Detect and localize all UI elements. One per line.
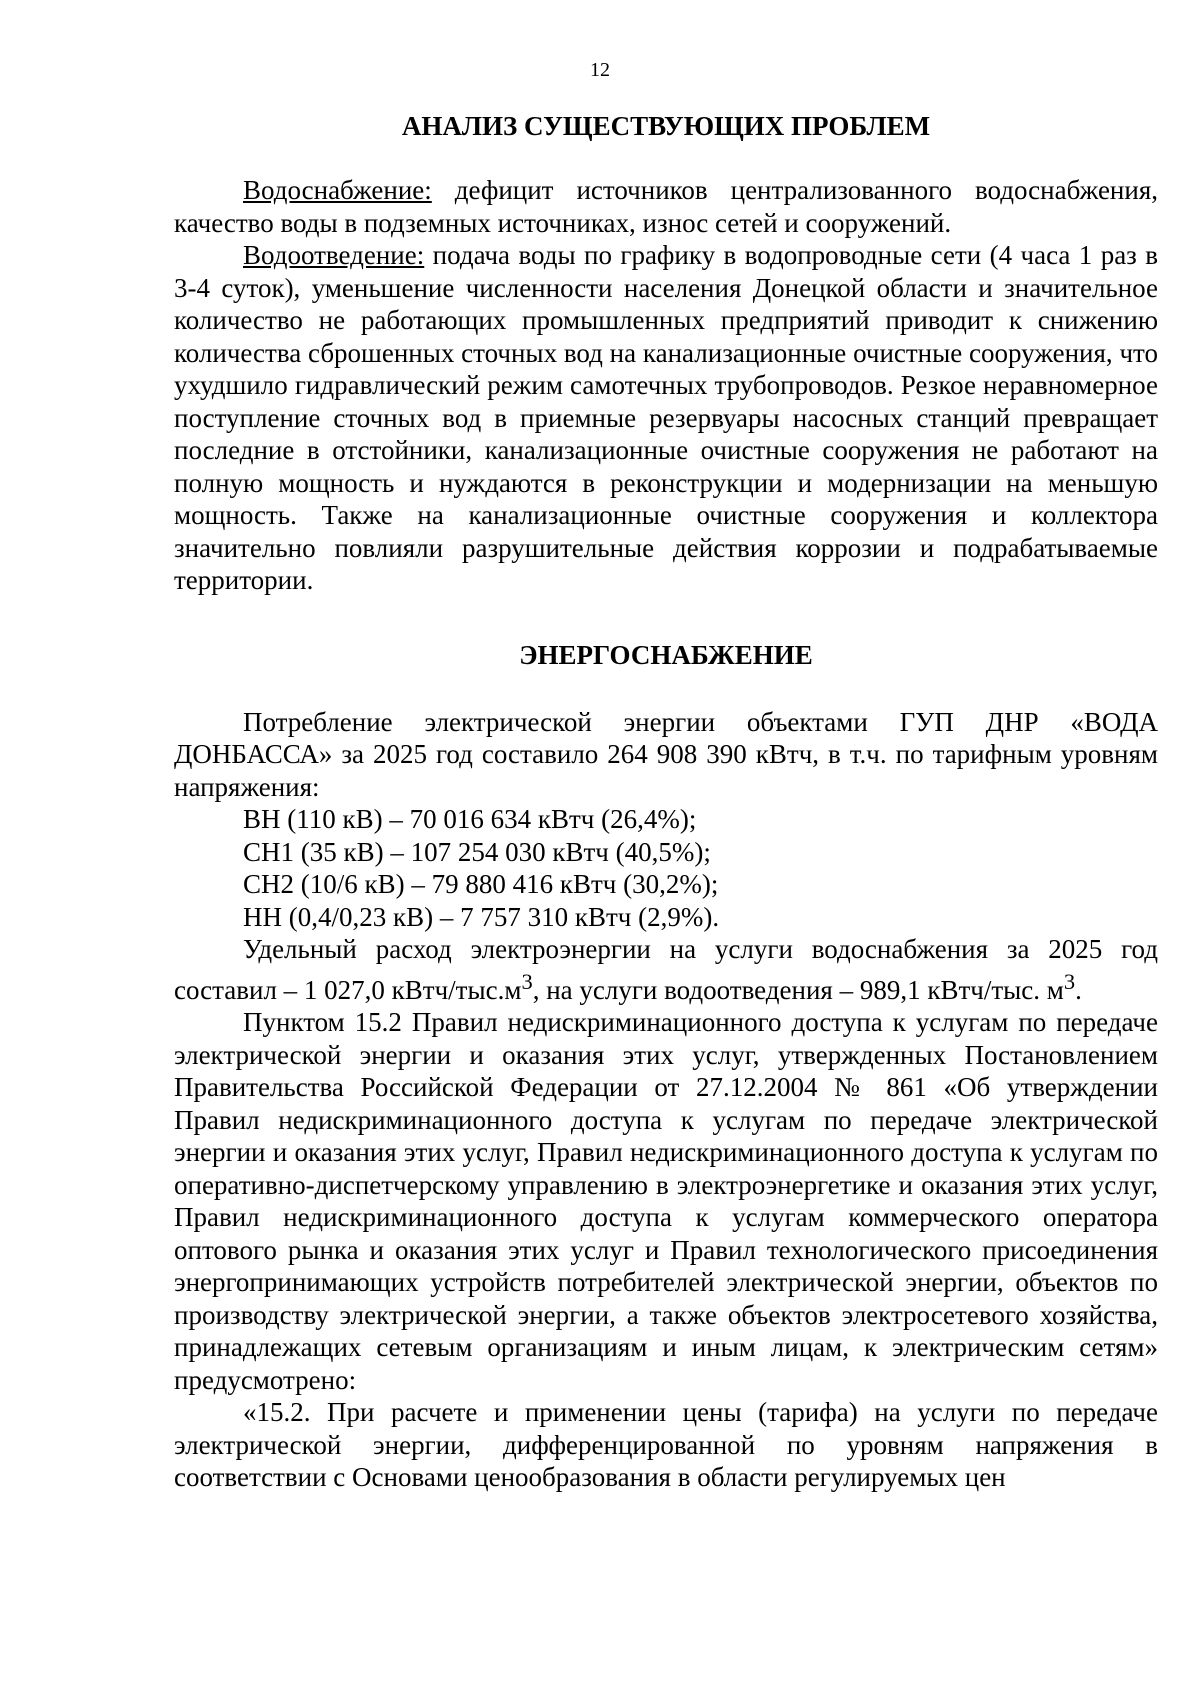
- voltage-level-item: НН (0,4/0,23 кВ) – 7 757 310 кВтч (2,9%).: [243, 901, 720, 932]
- sewerage-text: подача воды по графику в водопроводные сети (4 часа 1 раз в 3-4 суток), уменьшение численности населения Донецкой области и значительное количество не работающих промышленных предприятий приводит к снижению количества сброшенных сточных вод на канализационные очистные сооружения, что ухудшило гидравлический режим самотечных трубопроводов. Резкое неравномерное поступление сточных вод в приемные резервуары насосных станций превращает последние в отстойники, канализационные очистные сооружения не работают на полную мощность и нуждаются в реконструкции и модернизации на меньшую мощность. Также на канализационные очистные сооружения и коллектора значительно повлияли разрушительные действия коррозии и подрабатываемые территории.: [174, 240, 1158, 595]
- sewerage-label: Водоотведение:: [243, 240, 425, 270]
- problems-heading: АНАЛИЗ СУЩЕСТВУЮЩИХ ПРОБЛЕМ: [401, 111, 931, 141]
- voltage-level-item: СН2 (10/6 кВ) – 79 880 416 кВтч (30,2%);: [243, 869, 719, 899]
- water-supply-paragraph: [174, 174, 1158, 239]
- energy-heading: ЭНЕРГОСНАБЖЕНИЕ: [519, 639, 813, 670]
- superscript-cubic: 3: [521, 968, 533, 994]
- quote-paragraph: «15.2. При расчете и применении цены (тарифа) на услуги по передаче электрической энергии, дифференцированной по уровням напряжения в соответствии с Основами ценообразования в области регулируемых цен: [174, 1397, 1158, 1492]
- water-supply-text: дефицит источников централизованного водоснабжения, качество воды в подземных источниках, износ сетей и сооружений.: [174, 175, 1158, 238]
- water-supply-label: Водоснабжение:: [243, 175, 432, 205]
- voltage-level-item: СН1 (35 кВ) – 107 254 030 кВтч (40,5%);: [243, 836, 711, 867]
- specific-consumption-water: Удельный расход электроэнергии на услуги водоснабжения за 2025 год составил – 1 027,0 кВтч/тыс.м: [174, 934, 1158, 1005]
- rule-paragraph: Пунктом 15.2 Правил недискриминационного доступа к услугам по передаче электрической энергии и оказания этих услуг, утвержденных Постановлением Правительства Российской Федерации от 27.12.2004 № 861 «Об утверждении Правил недискриминационного доступа к услугам по передаче электрической энергии и оказания этих услуг, Правил недискриминационного доступа к услугам по оперативно-диспетчерскому управлению в электроэнергетике и оказания этих услуг, Правил недискриминационного доступа к услугам коммерческого оператора оптового рынка и оказания этих услуг и Правил технологического присоединения энергопринимающих устройств потребителей электрической энергии, объектов по производству электрической энергии, а также объектов электросетевого хозяйства, принадлежащих сетевым организациям и иным лицам, к электрическим сетям» предусмотрено:: [174, 1007, 1158, 1395]
- specific-consumption-sewerage: , на услуги водоотведения – 989,1 кВтч/тыс. м: [532, 974, 1064, 1005]
- energy-intro-paragraph: Потребление электрической энергии объектами ГУП ДНР «ВОДА ДОНБАССА» за 2025 год составило 264 908 390 кВтч, в т.ч. по тарифным уровням напряжения:: [174, 706, 1158, 802]
- superscript-cubic: 3: [1063, 968, 1076, 994]
- page-number: 12: [590, 59, 610, 81]
- sentence-end: .: [1075, 974, 1082, 1005]
- sewerage-paragraph: [174, 239, 1158, 597]
- document-body: [174, 110, 1158, 1494]
- specific-consumption-paragraph: [174, 933, 1158, 1006]
- voltage-level-item: ВН (110 кВ) – 70 016 634 кВтч (26,4%);: [243, 804, 697, 834]
